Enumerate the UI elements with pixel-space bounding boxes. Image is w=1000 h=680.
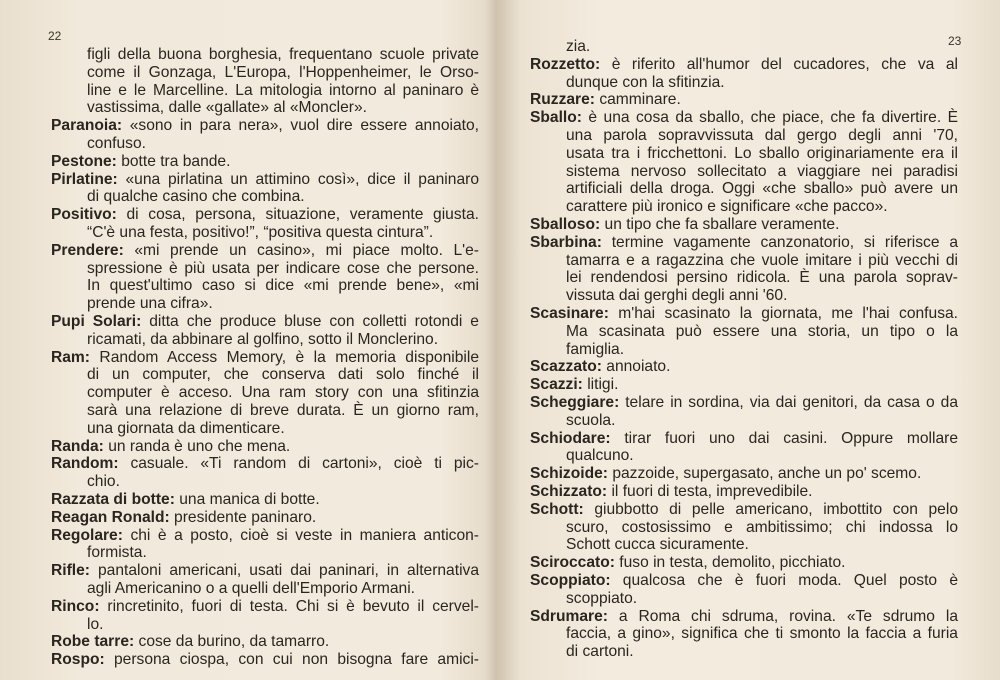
entry-line <box>530 323 958 341</box>
entry-line <box>51 117 479 135</box>
entry-definition: scuola. <box>566 411 616 429</box>
entry-definition: m'hai scasinato la giornata, me l'hai confusa. <box>608 304 958 322</box>
entry-line <box>530 465 958 483</box>
entry-line <box>51 206 479 224</box>
entry-line <box>51 171 479 189</box>
entry-term: Scoppiato: <box>530 571 611 589</box>
entry-term: Sciroccato: <box>530 554 615 572</box>
entry-definition: «una pirlatina un attimino così», dice il paninaro <box>117 170 479 188</box>
entry-term: Ram: <box>51 348 90 366</box>
entry-definition: come il Gonzaga, L'Europa, l'Hoppenheimer, le Orso- <box>87 63 479 81</box>
entry-definition: il fuori di testa, imprevedibile. <box>607 482 813 500</box>
glossary-entry <box>530 608 958 661</box>
entry-line <box>51 509 479 527</box>
entry-line <box>51 580 479 598</box>
entry-line <box>51 153 479 171</box>
entry-term: Rospo: <box>51 651 105 669</box>
glossary-entry <box>51 313 479 349</box>
entry-line <box>530 198 958 216</box>
entry-term: Rozzetto: <box>530 55 601 73</box>
glossary-entry <box>530 56 958 92</box>
entry-term: Sbarbina: <box>530 233 602 251</box>
entry-definition: sistema nervoso sollecitato a viaggiare nei paradisi <box>566 162 958 180</box>
entry-line <box>51 651 479 669</box>
entry-definition: pazzoide, supergasato, anche un po' scemo. <box>607 465 922 483</box>
entry-definition: vissuta dai gerghi degli anni '60. <box>566 287 788 305</box>
entry-line <box>51 527 479 545</box>
entry-line <box>51 473 479 491</box>
entry-definition: fuso in testa, demolito, picchiato. <box>614 554 846 572</box>
entry-definition: botte tra bande. <box>116 152 231 170</box>
entry-line <box>530 625 958 643</box>
glossary-entry <box>51 527 479 563</box>
glossary-text <box>530 38 958 661</box>
glossary-entry <box>530 501 958 554</box>
entry-definition: giubbotto di pelle americano, imbottito con pelo <box>583 500 958 518</box>
glossary-entry <box>530 38 958 56</box>
entry-definition: annoiato. <box>601 358 671 376</box>
glossary-entry <box>530 430 958 466</box>
entry-line <box>530 590 958 608</box>
entry-definition: computer è acceso. Una ram story con una sfitinzia <box>87 384 479 402</box>
entry-line <box>51 402 479 420</box>
entry-definition: è riferito all'humor del cucadores, che va al <box>600 55 958 73</box>
glossary-entry <box>51 46 479 117</box>
entry-line <box>530 216 958 234</box>
entry-definition: scoppiato. <box>566 589 638 607</box>
entry-definition: prende una cifra». <box>87 295 213 313</box>
entry-line <box>530 287 958 305</box>
entry-definition: ricamati, da abbinare al golfino, sotto il Monclerino. <box>87 330 439 348</box>
entry-line <box>51 562 479 580</box>
entry-definition: agli Americanino o a quelli dell'Emporio Armani. <box>87 579 416 597</box>
entry-term: Robe tarre: <box>51 633 135 651</box>
entry-definition: formista. <box>87 544 147 562</box>
glossary-entry <box>530 465 958 483</box>
glossary-entry <box>51 633 479 651</box>
entry-definition: presidente paninaro. <box>169 508 317 526</box>
glossary-entry <box>530 305 958 358</box>
entry-definition: famiglia. <box>566 340 625 358</box>
glossary-entry <box>51 455 479 491</box>
glossary-entry <box>51 349 479 438</box>
entry-line <box>51 242 479 260</box>
entry-line <box>51 277 479 295</box>
entry-definition: cose da burino, da tamarro. <box>134 633 330 651</box>
entry-term: Prendere: <box>51 241 124 259</box>
entry-line <box>51 99 479 117</box>
entry-term: Reagan Ronald: <box>51 508 170 526</box>
glossary-entry <box>530 394 958 430</box>
entry-term: Scheggiare: <box>530 393 620 411</box>
entry-definition: di cosa, persona, situazione, veramente giusta. <box>116 206 479 224</box>
entry-line <box>530 394 958 412</box>
entry-definition: carattere più ironico e significare «che pacco». <box>566 198 888 216</box>
entry-term: Ruzzare: <box>530 91 595 109</box>
entry-line <box>51 633 479 651</box>
entry-definition: pantaloni americani, usati dai paninari, in alternativa <box>89 562 479 580</box>
entry-definition: figli della buona borghesia, frequentano scuole private <box>87 46 479 63</box>
glossary-text <box>51 46 479 669</box>
entry-line <box>51 455 479 473</box>
entry-line <box>530 430 958 448</box>
entry-term: Scazzi: <box>530 376 583 394</box>
entry-definition: di qualche casino che combina. <box>87 188 305 206</box>
entry-line <box>530 358 958 376</box>
entry-term: Sdrumare: <box>530 607 608 625</box>
entry-term: Sballo: <box>530 109 582 127</box>
entry-line <box>51 135 479 153</box>
entry-definition: un tipo che fa sballare veramente. <box>600 215 840 233</box>
entry-definition: rincretinito, fuori di testa. Chi si è bevuto il cervel- <box>99 597 479 615</box>
entry-term: Random: <box>51 455 119 473</box>
entry-line <box>51 598 479 616</box>
entry-line <box>51 616 479 634</box>
entry-line <box>530 501 958 519</box>
entry-definition: qualcuno. <box>566 447 634 465</box>
entry-line <box>530 252 958 270</box>
entry-line <box>530 341 958 359</box>
entry-line <box>530 127 958 145</box>
glossary-entry <box>530 216 958 234</box>
entry-definition: una manica di botte. <box>174 490 320 508</box>
entry-definition: persona ciospa, con cui non bisogna fare amici- <box>104 651 479 669</box>
entry-definition: vastissima, dalle «gallate» al «Moncler». <box>87 99 367 117</box>
entry-line <box>530 145 958 163</box>
entry-definition: “C'è una festa, positivo!”, “positiva questa cintura”. <box>87 223 434 241</box>
entry-definition: confuso. <box>87 134 146 152</box>
glossary-entry <box>51 242 479 313</box>
entry-definition: una giornata da dimenticare. <box>87 419 285 437</box>
entry-line <box>530 56 958 74</box>
entry-term: Scazzato: <box>530 358 602 376</box>
entry-definition: lo. <box>87 615 104 633</box>
entry-definition: una parola sopravvissuta dal gergo degli anni '70, <box>566 126 958 144</box>
entry-line <box>530 572 958 590</box>
entry-definition: casuale. «Ti random di cartoni», cioè ti pic- <box>118 455 479 473</box>
entry-definition: litigi. <box>582 376 619 394</box>
entry-definition: «sono in para nera», vuol dire essere annoiato, <box>122 117 479 135</box>
glossary-entry <box>530 376 958 394</box>
glossary-entry <box>51 509 479 527</box>
entry-line <box>51 82 479 100</box>
entry-definition: lei rendendosi persino ridicola. È una parola soprav- <box>566 269 958 287</box>
entry-term: Pupi Solari: <box>51 312 142 330</box>
entry-line <box>530 74 958 92</box>
entry-line <box>51 313 479 331</box>
entry-term: Sballoso: <box>530 215 601 233</box>
entry-term: Positivo: <box>51 206 117 224</box>
glossary-entry <box>530 483 958 501</box>
entry-line <box>51 544 479 562</box>
entry-line <box>530 483 958 501</box>
glossary-entry <box>530 91 958 109</box>
entry-definition: dunque con la sfitinzia. <box>566 73 725 91</box>
entry-definition: chio. <box>87 473 120 491</box>
entry-term: Schizoide: <box>530 465 608 483</box>
entry-line <box>51 384 479 402</box>
entry-definition: Random Access Memory, è la memoria disponibile <box>90 348 479 366</box>
glossary-entry <box>51 651 479 669</box>
page-number: 22 <box>48 29 62 43</box>
glossary-entry <box>51 562 479 598</box>
entry-definition: line e le Marcelline. La mitologia intorno al paninaro è <box>87 81 479 99</box>
glossary-entry <box>530 554 958 572</box>
entry-definition: In quest'ultimo caso si dice «mi prende bene», «mi <box>87 277 479 295</box>
entry-definition: tirar fuori uno dai casini. Oppure mollare <box>610 429 958 447</box>
entry-line <box>530 269 958 287</box>
entry-line <box>530 305 958 323</box>
entry-line <box>530 163 958 181</box>
glossary-entry <box>51 206 479 242</box>
entry-line <box>530 554 958 572</box>
entry-definition: faccia, a gino», significa che ti smonto la faccia a furia <box>566 625 958 643</box>
entry-line <box>51 46 479 64</box>
entry-definition: tamarra e a ragazzina che vuole imitare i più vecchi di <box>566 251 958 269</box>
entry-definition: scuro, costosissimo e ambitissimo; chi indossa lo <box>566 518 958 536</box>
entry-line <box>51 349 479 367</box>
entry-line <box>51 260 479 278</box>
entry-term: Paranoia: <box>51 117 123 135</box>
entry-line <box>530 412 958 430</box>
entry-line <box>51 366 479 384</box>
entry-term: Rinco: <box>51 597 100 615</box>
entry-term: Schizzato: <box>530 482 608 500</box>
entry-line <box>51 491 479 509</box>
glossary-entry <box>51 153 479 171</box>
glossary-entry <box>51 598 479 634</box>
entry-definition: usata tra i fricchettoni. Lo sballo originariamente era il <box>566 144 958 162</box>
entry-line <box>530 376 958 394</box>
entry-line <box>51 331 479 349</box>
entry-line <box>51 224 479 242</box>
entry-line <box>51 188 479 206</box>
entry-definition: «mi prende un casino», mi piace molto. L'e- <box>123 241 479 259</box>
glossary-entry <box>51 171 479 207</box>
entry-line <box>530 91 958 109</box>
entry-definition: Schott cucca sicuramente. <box>566 536 749 554</box>
entry-term: Pestone: <box>51 152 117 170</box>
entry-definition: artificiali della droga. Oggi «che sballo» può avere un <box>566 180 958 198</box>
entry-line <box>530 608 958 626</box>
entry-definition: spressione è più usata per indicare cose che persone. <box>87 259 479 277</box>
entry-definition: di un computer, che conserva dati solo finché il <box>87 366 479 384</box>
entry-definition: qualcosa che è fuori moda. Quel posto è <box>610 571 958 589</box>
entry-definition: ditta che produce bluse con colletti rotondi e <box>141 312 479 330</box>
entry-term: Scasinare: <box>530 304 609 322</box>
entry-term: Schiodare: <box>530 429 611 447</box>
glossary-entry <box>51 438 479 456</box>
entry-line <box>51 295 479 313</box>
entry-definition: telare in sordina, via dai genitori, da casa o da <box>619 393 958 411</box>
entry-line <box>530 519 958 537</box>
entry-line <box>51 64 479 82</box>
entry-definition: chi è a posto, cioè si veste in maniera anticon- <box>122 526 479 544</box>
glossary-entry <box>530 572 958 608</box>
entry-line <box>530 180 958 198</box>
entry-term: Rifle: <box>51 562 90 580</box>
entry-term: Razzata di botte: <box>51 490 175 508</box>
glossary-entry <box>530 109 958 216</box>
entry-line <box>51 420 479 438</box>
entry-line <box>530 536 958 554</box>
entry-definition: termine vagamente canzonatorio, si riferisce a <box>601 233 958 251</box>
glossary-entry <box>51 491 479 509</box>
entry-definition: sarà una relazione di breve durata. È un giorno ram, <box>87 401 479 419</box>
entry-term: Randa: <box>51 437 104 455</box>
entry-line <box>530 38 958 56</box>
page-right <box>500 0 1000 680</box>
entry-term: Schott: <box>530 500 584 518</box>
entry-definition: è una cosa da sballo, che piace, che fa divertire. È <box>581 109 958 127</box>
glossary-entry <box>51 117 479 153</box>
page-number: 23 <box>948 34 962 48</box>
glossary-entry <box>530 358 958 376</box>
entry-line <box>51 438 479 456</box>
glossary-entry <box>530 234 958 305</box>
entry-line <box>530 643 958 661</box>
entry-definition: zia. <box>566 38 591 55</box>
entry-term: Regolare: <box>51 526 123 544</box>
entry-line <box>530 234 958 252</box>
entry-definition: camminare. <box>595 91 681 109</box>
entry-line <box>530 109 958 127</box>
entry-definition: a Roma chi sdruma, rovina. «Te sdrumo la <box>608 607 958 625</box>
entry-term: Pirlatine: <box>51 170 118 188</box>
entry-definition: un randa è uno che mena. <box>103 437 291 455</box>
entry-definition: di cartoni. <box>566 643 634 661</box>
entry-line <box>530 447 958 465</box>
entry-definition: Ma scasinata può essere una storia, un tipo o la <box>566 322 958 340</box>
